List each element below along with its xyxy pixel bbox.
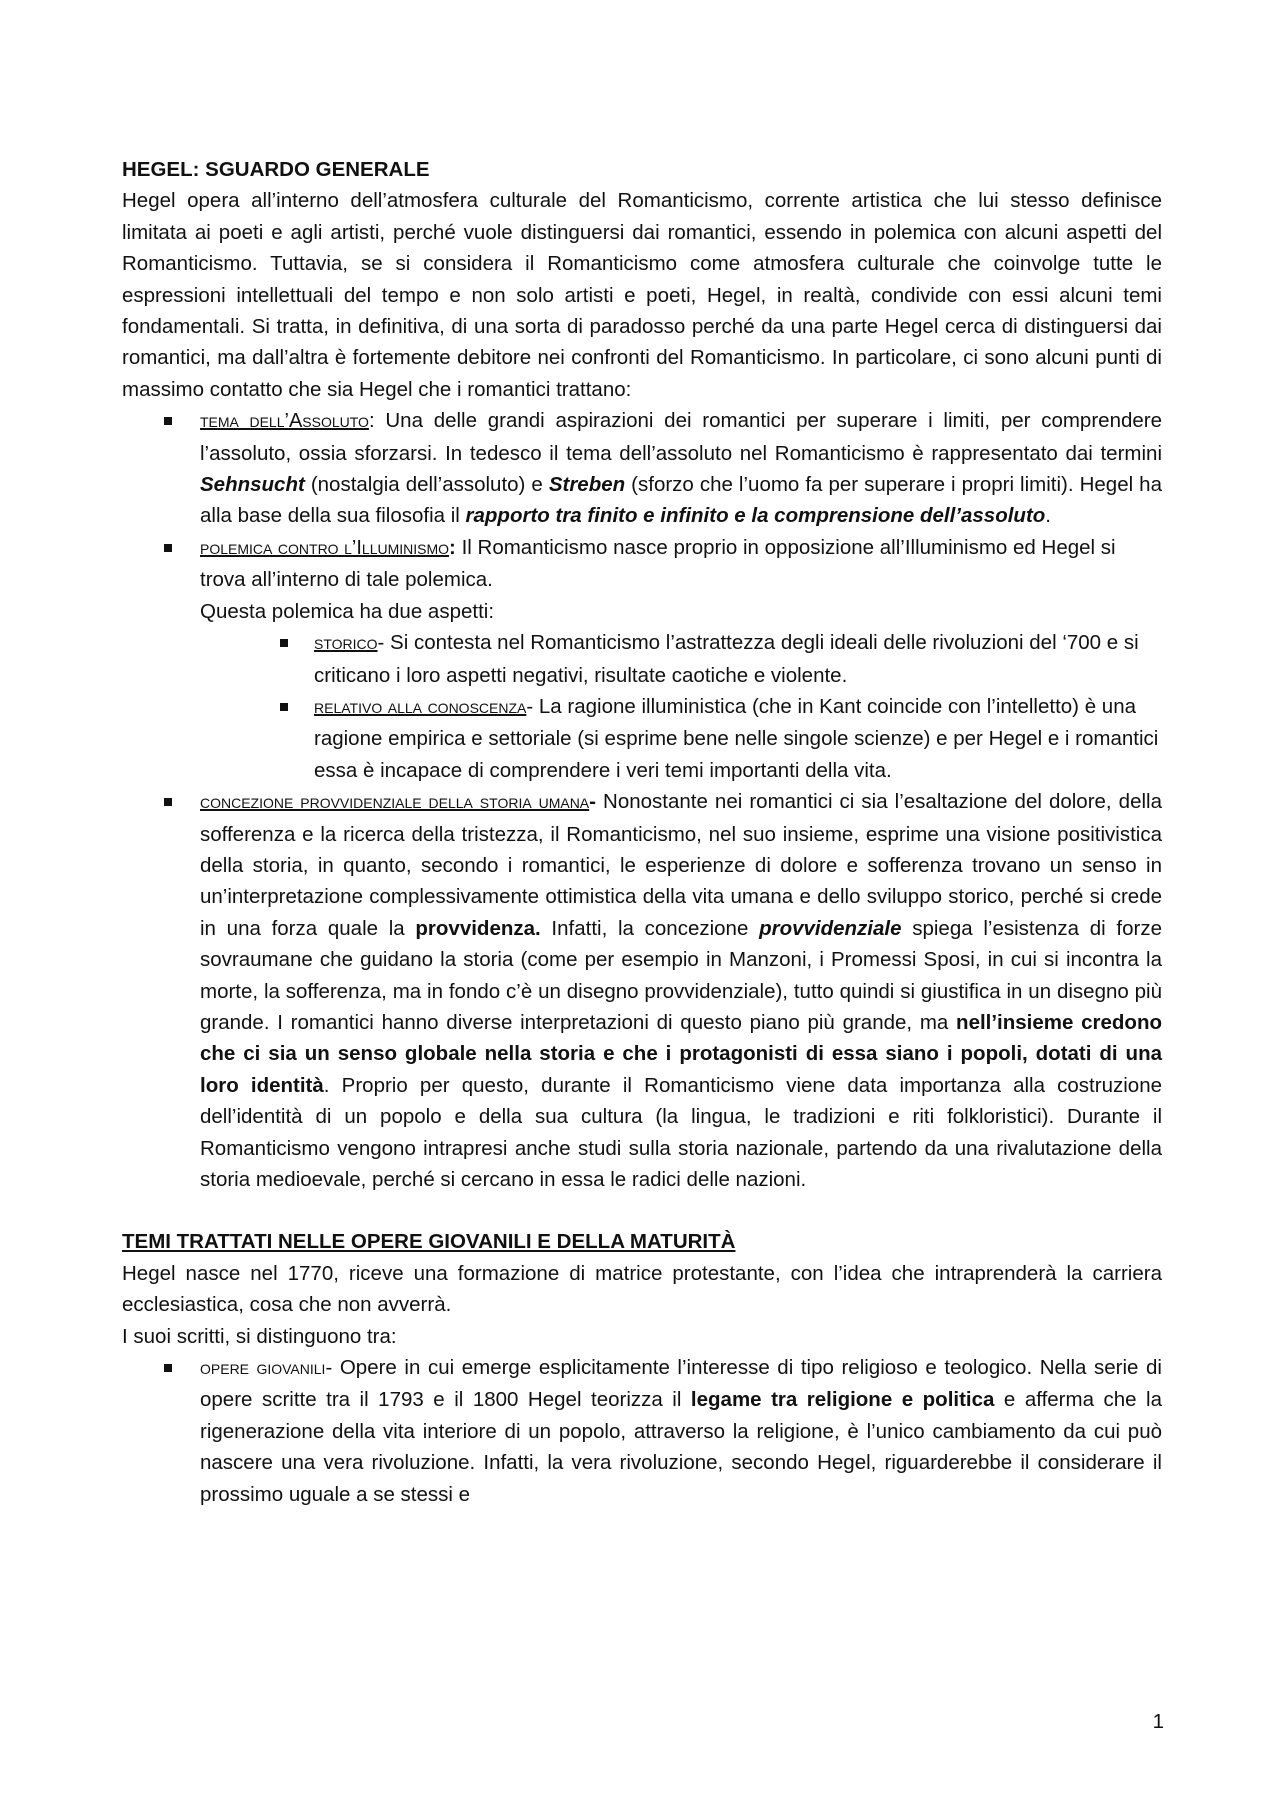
list-item-illuminismo: polemica contro l’Illuminismo: Il Romanticismo nasce proprio in opposizione all’Illuminismo ed Hegel si trova all’interno di tale polemica. Questa polemica ha due aspetti: (122, 532, 1162, 627)
bullet-icon (164, 798, 172, 806)
item-label: relativo alla conoscenza (314, 695, 527, 718)
list-item-opere-giovanili: opere giovanili- Opere in cui emerge esplicitamente l’interesse di tipo religioso e teologico. Nella serie di opere scritte tra il 1793 e il 1800 Hegel teorizza il legame tra religione e politica e afferma che la rigenerazione della vita interiore di un popolo, attraverso la religione, è l’unico cambiamento da cui può nascere una vera rivoluzione. Infatti, la vera rivoluzione, secondo Hegel, riguarderebbe il considerare il prossimo uguale a se stessi e (122, 1352, 1162, 1510)
intro-paragraph-3: I suoi scritti, si distinguono tra: (122, 1324, 397, 1348)
intro-paragraph: Hegel opera all’interno dell’atmosfera culturale del Romanticismo, corrente artistica che lui stesso definisce limitata ai poeti e agli artisti, perché vuole distinguersi dai romantici, essendo in polemica con alcuni aspetti del Romanticismo. Tuttavia, se si considera il Romanticismo come atmosfera culturale che coinvolge tutte le espressioni intellettuali del tempo e non solo artisti e poeti, Hegel, in realtà, condivide con essi alcuni temi fondamentali. Si tratta, in definitiva, di una sorta di paradosso perché da una parte Hegel cerca di distinguersi dai romantici, ma dall’altra è fortemente debitore nei confronti del Romanticismo. In particolare, ci sono alcuni punti di massimo contatto che sia Hegel che i romantici trattano: (122, 189, 1162, 401)
intro-paragraph-2: Hegel nasce nel 1770, riceve una formazione di matrice protestante, con l’idea che intraprenderà la carriera ecclesiastica, cosa che non avverrà. (122, 1261, 1162, 1317)
list-item-provvidenza: concezione provvidenziale della storia umana- Nonostante nei romantici ci sia l’esaltazione del dolore, della sofferenza e la ricerca della tristezza, il Romanticismo, nel suo insieme, esprime una visione positivistica della storia, in quanto, secondo i romantici, le esperienze di dolore e sofferenza trovano un senso in un’interpretazione complessivamente ottimistica della vita umana e dello sviluppo storico, perché si crede in una forza quale la provvidenza. Infatti, la concezione provvidenziale spiega l’esistenza di forze sovraumane che guidano la storia (come per esempio in Manzoni, i Promessi Sposi, in cui si incontra la morte, la sofferenza, ma in fondo c’è un disegno provvidenziale), tutto quindi si giustifica in un disegno più grande. I romantici hanno diverse interpretazioni di questo piano più grande, ma nell’insieme credono che ci sia un senso globale nella storia e che i protagonisti di essa siano i popoli, dotati di una loro identità. Proprio per questo, durante il Romanticismo viene data importanza alla costruzione dell’identità di un popolo e della sua cultura (la lingua, le tradizioni e riti folkloristici). Durante il Romanticismo vengono intrapresi anche studi sulla storia nazionale, partendo da una rivalutazione della storia medioevale, perché si cercano in essa le radici delle nazioni. (122, 786, 1162, 1195)
sublist-item-storico: storico- Si contesta nel Romanticismo l’astrattezza degli ideali delle rivoluzioni del ‘700 e si criticano i loro aspetti negativi, risultate caotiche e violente. (122, 627, 1162, 691)
sublist-item-conoscenza: relativo alla conoscenza- La ragione illuministica (che in Kant coincide con l’intelletto) è una ragione empirica e settoriale (si esprime bene nelle singole scienze) e per Hegel e i romantici essa è incapace di comprendere i veri temi importanti della vita. (122, 691, 1162, 786)
item-label: polemica contro l’Illuminismo (200, 536, 450, 559)
item-label: opere giovanili (200, 1357, 326, 1380)
bullet-icon (164, 1364, 172, 1372)
document-page (122, 154, 1162, 1510)
bullet-icon (164, 417, 172, 425)
item-label: tema dell’Assoluto (200, 410, 369, 433)
bullet-icon (164, 544, 172, 552)
list-item-assoluto: tema dell’Assoluto: Una delle grandi aspirazioni dei romantici per superare i limiti, per comprendere l’assoluto, ossia sforzarsi. In tedesco il tema dell’assoluto nel Romanticismo è rappresentato dai termini Sehnsucht (nostalgia dell’assoluto) e Streben (sforzo che l’uomo fa per superare i propri limiti). Hegel ha alla base della sua filosofia il rapporto tra finito e infinito e la comprensione dell’assoluto. (122, 405, 1162, 532)
item-label: concezione provvidenziale della storia umana (200, 791, 590, 814)
bullet-icon (280, 639, 288, 647)
section-title-temi: TEMI TRATTATI NELLE OPERE GIOVANILI E DELLA MATURITÀ (122, 1230, 736, 1254)
item-label: storico (314, 632, 378, 655)
section-title-hegel: HEGEL: SGUARDO GENERALE (122, 158, 430, 181)
bullet-icon (280, 703, 288, 711)
item-subtext: Questa polemica ha due aspetti: (200, 599, 495, 623)
page-number: 1 (1152, 1710, 1164, 1733)
